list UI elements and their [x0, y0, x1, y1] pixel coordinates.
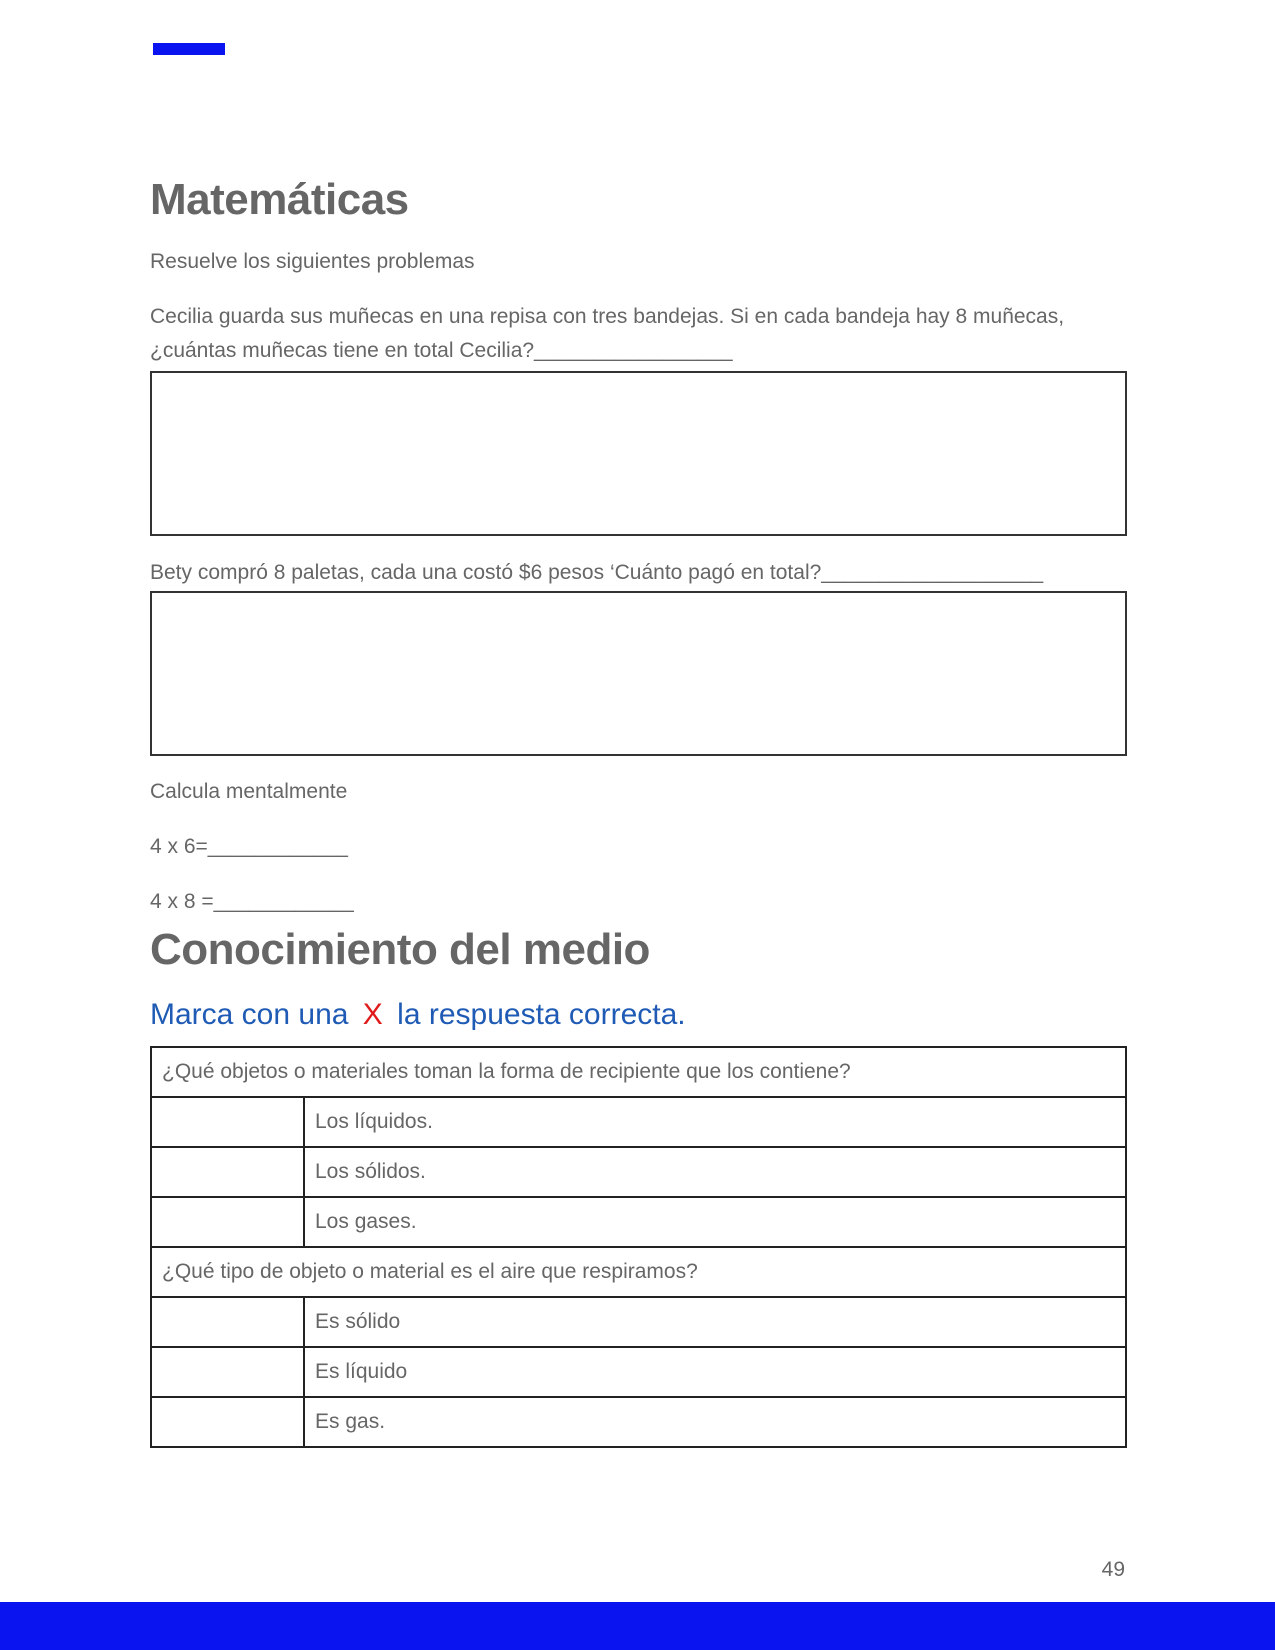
q1-option-3-label: Los gases. — [304, 1197, 1126, 1247]
instruction-after: la respuesta correcta. — [397, 998, 686, 1031]
q1-option-3-mark-cell[interactable] — [151, 1197, 304, 1247]
mental-math-op-1: 4 x 6=____________ — [150, 835, 348, 858]
option-row — [151, 1197, 1126, 1247]
question-2-text: ¿Qué tipo de objeto o material es el aire que respiramos? — [151, 1247, 1126, 1297]
page-number: 49 — [1101, 1558, 1125, 1581]
mental-math-op-2: 4 x 8 =____________ — [150, 890, 354, 913]
question-1-text: ¿Qué objetos o materiales toman la forma de recipiente que los contiene? — [151, 1047, 1126, 1097]
math-section-title: Matemáticas — [150, 175, 409, 224]
problem-1-answer-box[interactable] — [150, 371, 1127, 536]
problem-1-text: Cecilia guarda sus muñecas en una repisa con tres bandejas. Si en cada bandeja hay 8 muñecas, ¿cuántas muñecas tiene en total Cecilia?_________________ — [150, 305, 1065, 362]
q2-option-3-mark-cell[interactable] — [151, 1397, 304, 1447]
problem-2-text: Bety compró 8 paletas, cada una costó $6 pesos ‘Cuánto pagó en total?___________________ — [150, 561, 1044, 584]
instruction-x-mark: X — [362, 998, 383, 1031]
question-row — [151, 1247, 1126, 1297]
option-row — [151, 1347, 1126, 1397]
option-row — [151, 1297, 1126, 1347]
option-row — [151, 1147, 1126, 1197]
bottom-accent-bar — [0, 1602, 1275, 1650]
medio-instruction — [150, 998, 686, 1032]
option-row — [151, 1397, 1126, 1447]
q1-option-2-mark-cell[interactable] — [151, 1147, 304, 1197]
mental-math-label: Calcula mentalmente — [150, 780, 348, 803]
quiz-table — [150, 1046, 1127, 1448]
q2-option-1-mark-cell[interactable] — [151, 1297, 304, 1347]
problem-2-answer-box[interactable] — [150, 591, 1127, 756]
q1-option-1-label: Los líquidos. — [304, 1097, 1126, 1147]
q2-option-2-label: Es líquido — [304, 1347, 1126, 1397]
question-row — [151, 1047, 1126, 1097]
top-accent-bar — [153, 43, 225, 55]
q1-option-2-label: Los sólidos. — [304, 1147, 1126, 1197]
medio-section-title: Conocimiento del medio — [150, 925, 650, 974]
option-row — [151, 1097, 1126, 1147]
math-instruction: Resuelve los siguientes problemas — [150, 250, 475, 273]
q2-option-1-label: Es sólido — [304, 1297, 1126, 1347]
q2-option-2-mark-cell[interactable] — [151, 1347, 304, 1397]
q1-option-1-mark-cell[interactable] — [151, 1097, 304, 1147]
instruction-before: Marca con una — [150, 998, 349, 1031]
q2-option-3-label: Es gas. — [304, 1397, 1126, 1447]
